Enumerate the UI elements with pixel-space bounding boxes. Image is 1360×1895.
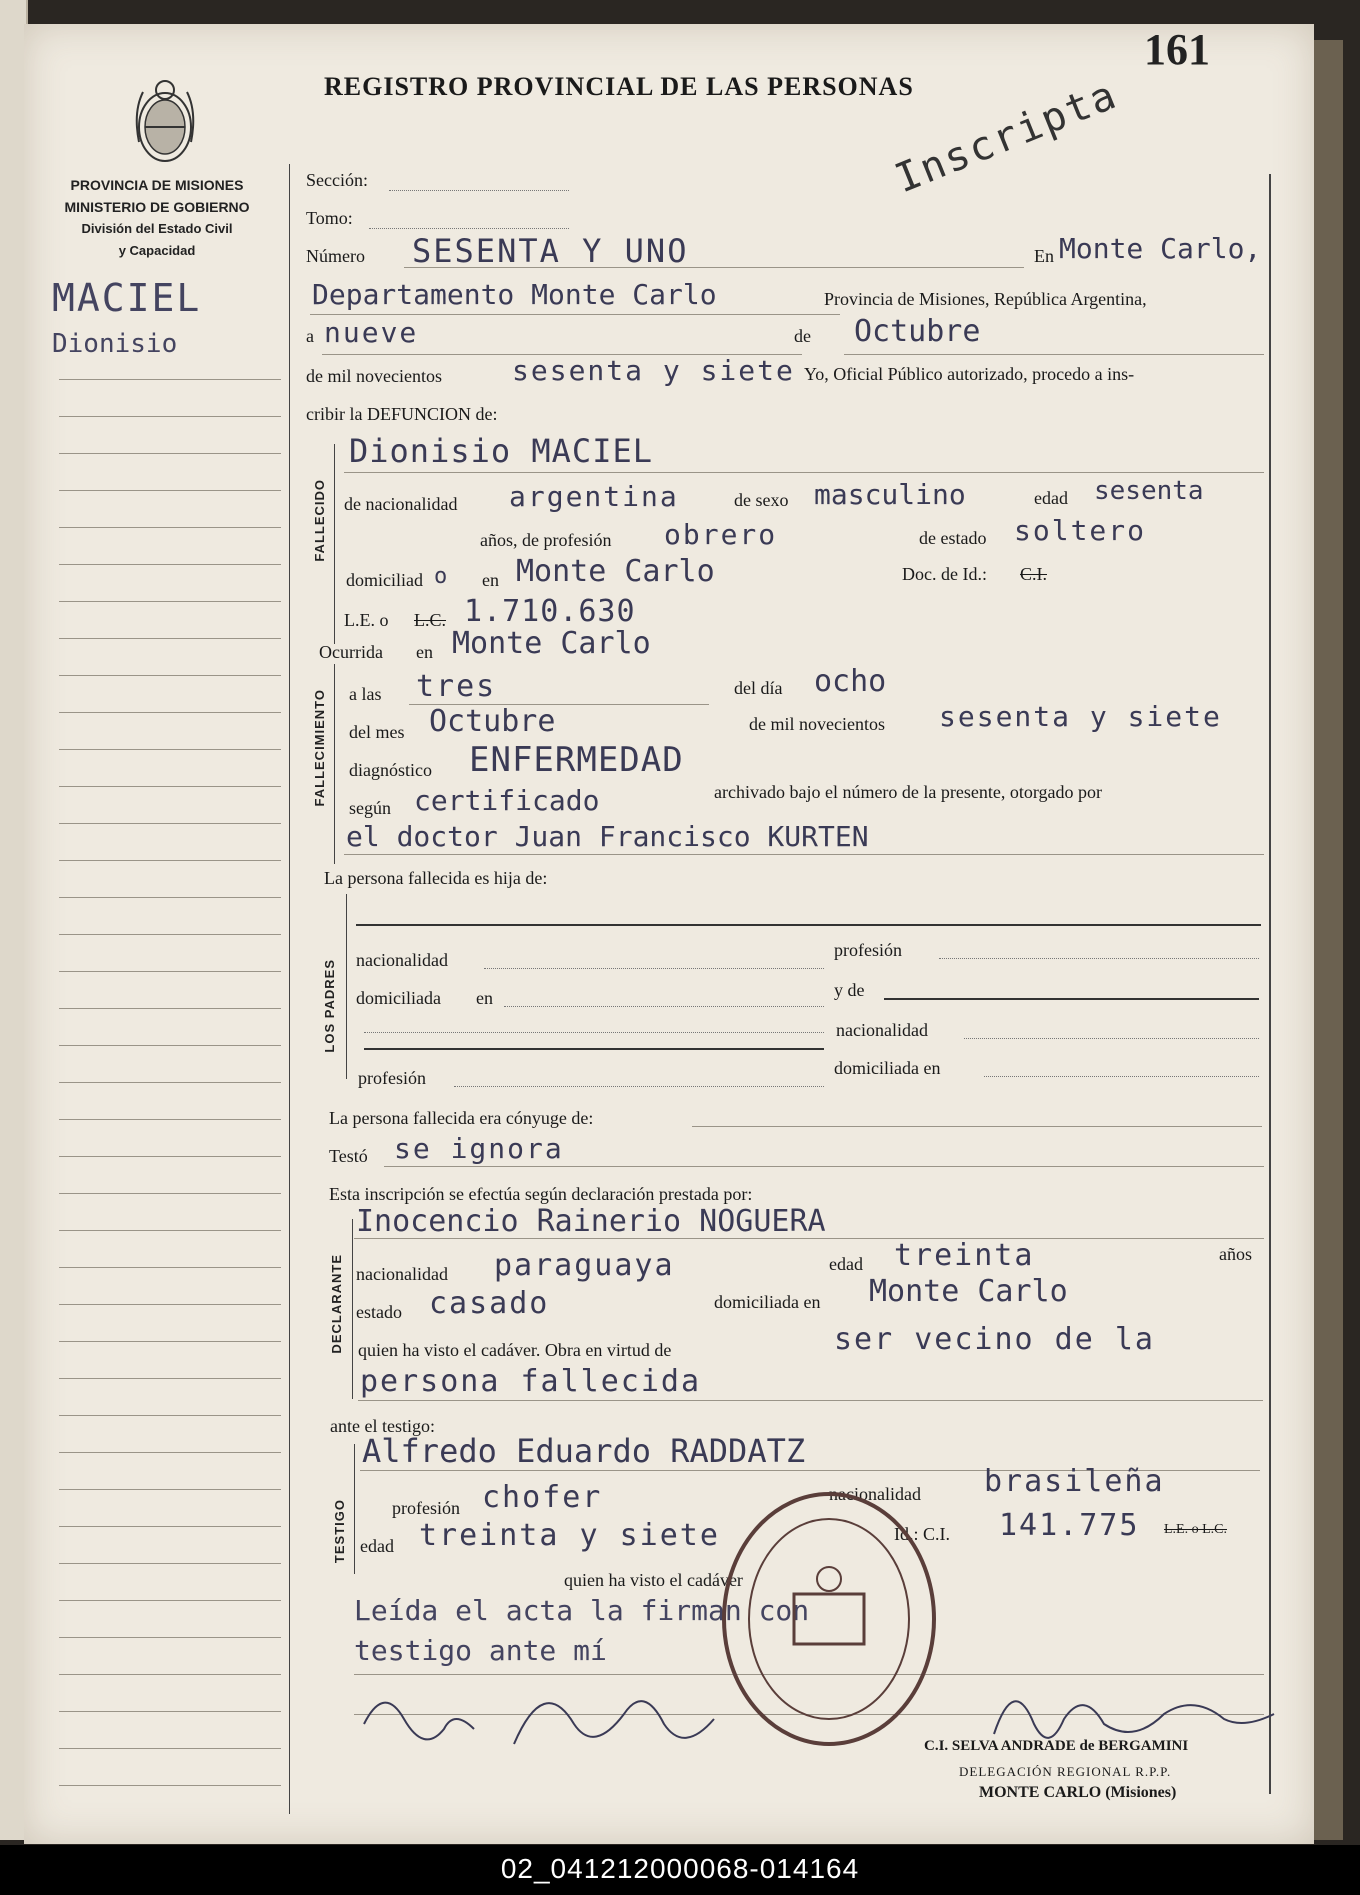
le-number-value: 1.710.630	[464, 594, 636, 629]
margin-ruled-line	[59, 1674, 281, 1675]
madre-profesion-label: profesión	[358, 1068, 426, 1088]
book-spine-edge	[1310, 40, 1343, 1840]
margin-ruled-line	[59, 490, 281, 491]
madre-domiciliada-label: domiciliada en	[834, 1058, 941, 1078]
margin-ruled-line	[59, 1378, 281, 1379]
bracket-fallecimiento	[334, 664, 335, 864]
page-title: REGISTRO PROVINCIAL DE LAS PERSONAS	[324, 72, 914, 101]
le-label: L.E. o	[344, 610, 389, 630]
margin-ruled-line	[59, 453, 281, 454]
hija-label: La persona fallecida es hija de:	[324, 868, 548, 888]
mes-fall-value: Octubre	[429, 704, 556, 739]
testigo-profesion-value: chofer	[482, 1480, 603, 1515]
margin-ruled-line	[59, 379, 281, 380]
sexo-label: de sexo	[734, 490, 789, 510]
de-mil-fall-label: de mil novecientos	[749, 714, 885, 734]
side-label-padres: LOS PADRES	[322, 959, 337, 1053]
margin-ruled-line	[59, 1230, 281, 1231]
le-lc-struck: L.C.	[414, 610, 447, 630]
anos-profesion-label: años, de profesión	[480, 530, 612, 550]
a-label: a	[306, 326, 314, 346]
margin-ruled-line	[59, 1304, 281, 1305]
doctor-value: el doctor Juan Francisco KURTEN	[346, 820, 869, 853]
testo-value: se ignora	[394, 1132, 564, 1165]
margin-ruled-line	[59, 971, 281, 972]
margin-ruled-line	[59, 1748, 281, 1749]
bracket-padres	[346, 894, 347, 1079]
coat-of-arms-icon	[129, 72, 201, 172]
margin-ruled-line	[59, 1119, 281, 1120]
padre-domiciliada-label: domiciliada	[356, 988, 441, 1008]
padre-profesion-label: profesión	[834, 940, 902, 960]
margin-given-name: Dionisio	[52, 329, 178, 359]
doc-label: Doc. de Id.:	[902, 564, 987, 584]
testigo-nacionalidad-value: brasileña	[984, 1464, 1165, 1499]
margin-ruled-line	[59, 934, 281, 935]
nacionalidad-value: argentina	[509, 480, 679, 513]
domiciliado-suffix: o	[434, 564, 450, 589]
margin-ruled-line	[59, 1156, 281, 1157]
margin-ruled-line	[59, 1711, 281, 1712]
dia-fall-value: ocho	[814, 664, 887, 699]
testigo-edad-value: treinta y siete	[419, 1518, 720, 1553]
margin-ruled-line	[59, 860, 281, 861]
margin-ruled-line	[59, 712, 281, 713]
testigo-profesion-label: profesión	[392, 1498, 460, 1518]
bracket-testigo	[354, 1444, 355, 1574]
en-label: En	[1034, 246, 1054, 266]
declarante-estado-label: estado	[356, 1302, 402, 1322]
margin-ruled-line	[59, 1785, 281, 1786]
padre-nacionalidad-label: nacionalidad	[356, 950, 448, 970]
page-number: 161	[1144, 25, 1210, 74]
del-dia-label: del día	[734, 678, 783, 698]
margin-ruled-line	[59, 564, 281, 565]
declarante-domicilio-value: Monte Carlo	[869, 1274, 1068, 1309]
margin-ruled-line	[59, 823, 281, 824]
register-page	[24, 24, 1314, 1844]
a-las-label: a las	[349, 684, 382, 704]
margin-ruled-line	[59, 675, 281, 676]
margin-ruled-line	[59, 601, 281, 602]
edad-value: sesenta	[1094, 476, 1204, 506]
delegacion-place: MONTE CARLO (Misiones)	[979, 1784, 1177, 1801]
margin-ruled-line	[59, 1489, 281, 1490]
testigo-doc-label: Id.: C.I.	[894, 1524, 950, 1544]
margin-ruled-line	[59, 527, 281, 528]
quien-visto-label: quien ha visto el cadáver. Obra en virtud de	[358, 1340, 672, 1360]
y-de-label: y de	[834, 980, 865, 1000]
side-label-declarante: DECLARANTE	[329, 1254, 344, 1354]
tomo-label: Tomo:	[306, 208, 353, 228]
margin-ruled-line	[59, 1526, 281, 1527]
margin-ruled-line	[59, 1267, 281, 1268]
del-mes-label: del mes	[349, 722, 405, 742]
nacionalidad-label: de nacionalidad	[344, 494, 458, 514]
departamento-value: Departamento Monte Carlo	[312, 278, 717, 311]
margin-ruled-line	[59, 1637, 281, 1638]
ocurrida-en-label: en	[416, 642, 433, 662]
archivado-label: archivado bajo el número de la presente, otorgado por	[714, 782, 1103, 802]
delegacion-label: DELEGACIÓN REGIONAL R.P.P.	[959, 1764, 1172, 1779]
ministry-label: MINISTERIO DE GOBIERNO	[64, 199, 250, 215]
segun-label: según	[349, 798, 391, 818]
margin-ruled-line	[59, 638, 281, 639]
de-label: de	[794, 326, 811, 346]
official-name: C.I. SELVA ANDRADE de BERGAMINI	[924, 1738, 1189, 1754]
declarante-edad-value: treinta	[894, 1238, 1035, 1273]
domiciliado-label: domiciliad	[346, 570, 423, 590]
declarante-nacionalidad-label: nacionalidad	[356, 1264, 448, 1284]
numero-label: Número	[306, 246, 365, 266]
lectura-handwriting: Leída el acta la firman con	[354, 1594, 810, 1627]
image-code: 02_041212000068-014164	[500, 1853, 860, 1884]
testigo-le-struck: L.E. o L.C.	[1164, 1522, 1227, 1537]
right-border	[1269, 174, 1271, 1794]
image-code-bar	[0, 1845, 1360, 1895]
estado-label: de estado	[919, 528, 987, 548]
de-mil-label: de mil novecientos	[306, 366, 442, 386]
anio-fall-value: sesenta y siete	[939, 700, 1222, 733]
margin-ruled-line	[59, 786, 281, 787]
declarante-anos-label: años	[1219, 1244, 1252, 1264]
declarante-domiciliada-label: domiciliada en	[714, 1292, 821, 1312]
margin-ruled-line	[59, 1193, 281, 1194]
segun-value: certificado	[414, 784, 600, 817]
diagnostico-value: ENFERMEDAD	[469, 740, 684, 780]
testigo-nacionalidad-label: nacionalidad	[829, 1484, 921, 1504]
margin-ruled-line	[59, 416, 281, 417]
declarante-nacionalidad-value: paraguaya	[494, 1248, 675, 1283]
margin-divider	[289, 164, 290, 1814]
nombre-value: Dionisio MACIEL	[349, 432, 653, 470]
obra-value: ser vecino de la	[834, 1322, 1155, 1357]
side-label-fallecimiento: FALLECIMIENTO	[312, 689, 327, 807]
doc-ci-struck: C.I.	[1020, 564, 1047, 584]
margin-ruled-line	[59, 1600, 281, 1601]
testo-label: Testó	[329, 1146, 368, 1166]
oficial-label: Yo, Oficial Público autorizado, procedo a ins-	[804, 364, 1135, 384]
declarante-value: Inocencio Rainerio NOGUERA	[356, 1204, 826, 1239]
issuing-authority	[42, 174, 272, 262]
provincia-label: Provincia de Misiones, República Argentina,	[824, 289, 1147, 309]
testigo-quien-label: quien ha visto el cadáver	[564, 1570, 743, 1590]
side-label-fallecido: FALLECIDO	[312, 479, 327, 562]
margin-ruled-line	[59, 1008, 281, 1009]
testigo-value: Alfredo Eduardo RADDATZ	[362, 1432, 806, 1470]
inscripcion-label: Esta inscripción se efectúa según declaración prestada por:	[329, 1184, 753, 1204]
conyuge-label: La persona fallecida era cónyuge de:	[329, 1108, 594, 1128]
ocurrida-value: Monte Carlo	[452, 626, 651, 661]
estado-value: soltero	[1014, 514, 1147, 547]
inscripta-stamp: Inscripta	[888, 71, 1124, 203]
testigo-edad-label: edad	[360, 1536, 394, 1556]
declarante-edad-label: edad	[829, 1254, 863, 1274]
margin-surname: MACIEL	[52, 276, 202, 320]
bracket-declarante	[352, 1219, 353, 1399]
margin-ruled-line	[59, 1082, 281, 1083]
testigo-ci-value: 141.775	[999, 1508, 1140, 1543]
declarante-estado-value: casado	[429, 1286, 550, 1321]
edad-label: edad	[1034, 488, 1068, 508]
cribir-label: cribir la DEFUNCION de:	[306, 404, 498, 424]
division-label-2: y Capacidad	[118, 243, 196, 258]
mes-value: Octubre	[854, 314, 981, 349]
numero-value: SESENTA Y UNO	[412, 232, 689, 270]
domicilio-value: Monte Carlo	[516, 554, 715, 589]
margin-ruled-line	[59, 1341, 281, 1342]
sexo-value: masculino	[814, 478, 966, 511]
margin-ruled-line	[59, 1415, 281, 1416]
hora-value: tres	[416, 669, 497, 704]
margin-ruled-line	[59, 1045, 281, 1046]
margin-ruled-line	[59, 897, 281, 898]
province-label: PROVINCIA DE MISIONES	[70, 177, 244, 193]
madre-nacionalidad-label: nacionalidad	[836, 1020, 928, 1040]
bracket-fallecido	[334, 444, 335, 644]
seccion-label: Sección:	[306, 170, 368, 190]
diagnostico-label: diagnóstico	[349, 760, 432, 780]
ocurrida-label: Ocurrida	[319, 642, 383, 662]
profesion-value: obrero	[664, 518, 778, 551]
domicilio-en-label: en	[482, 570, 499, 590]
ante-label: ante el testigo:	[330, 1416, 435, 1436]
side-label-testigo: TESTIGO	[332, 1499, 347, 1564]
padre-en-label: en	[476, 988, 493, 1008]
margin-ruled-line	[59, 1563, 281, 1564]
dia-value: nueve	[324, 316, 419, 349]
obra-value-2: persona fallecida	[360, 1364, 702, 1399]
division-label: División del Estado Civil	[81, 221, 233, 236]
margin-ruled-line	[59, 749, 281, 750]
official-seal-stamp	[714, 1484, 944, 1754]
lugar-value: Monte Carlo,	[1059, 232, 1262, 265]
margin-ruled-line	[59, 1452, 281, 1453]
anio-value: sesenta y siete	[512, 354, 795, 387]
lectura-handwriting-2: testigo ante mí	[354, 1634, 607, 1667]
